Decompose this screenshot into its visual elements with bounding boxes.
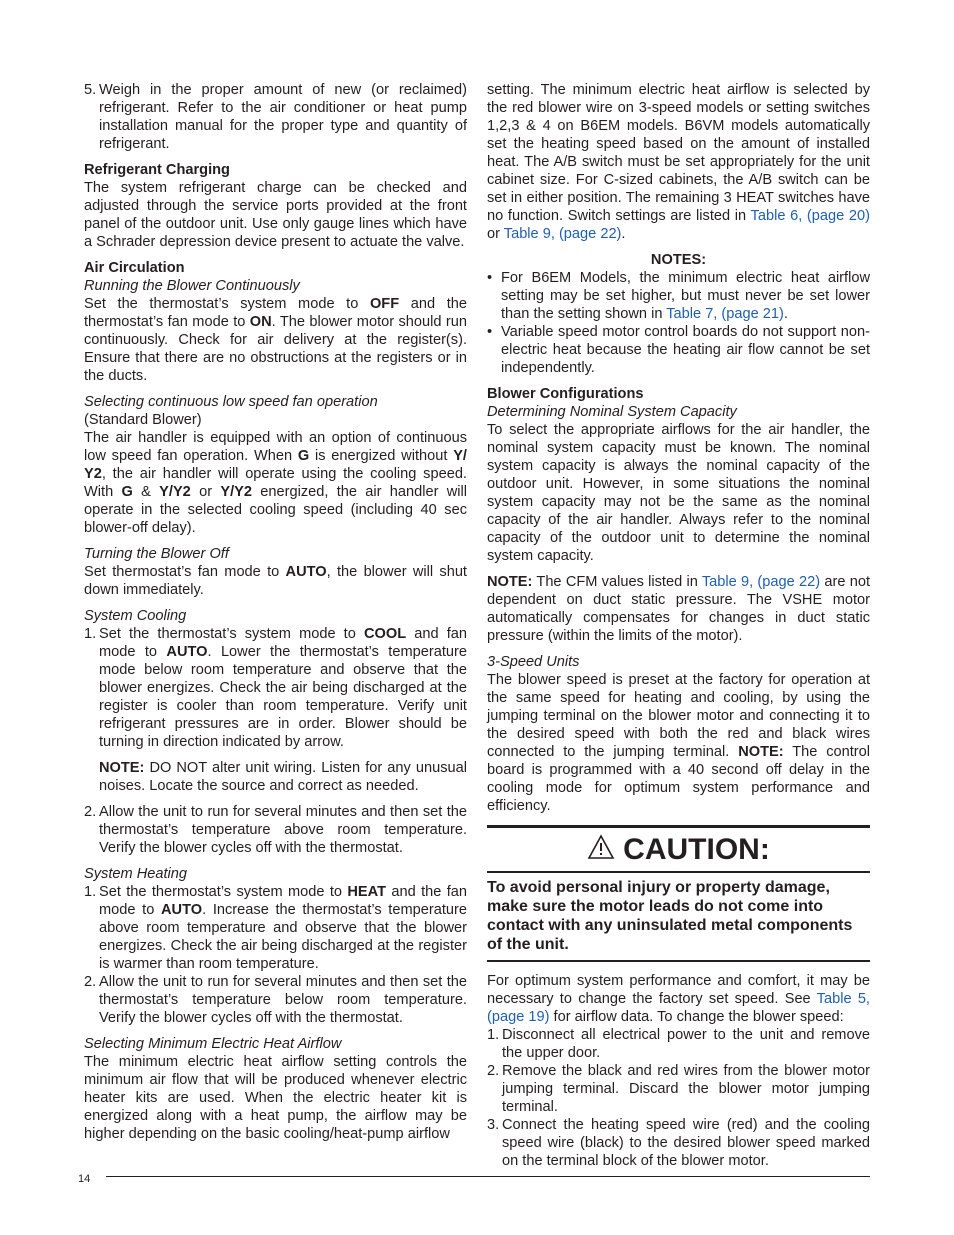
section-heading: Blower Configurations (487, 386, 644, 402)
section-heading: Air Circulation (84, 260, 185, 276)
caution-text: To avoid personal injury or property damage, make sure the motor leads do not come into contact with any uninsulated metal components of the unit. (487, 879, 853, 954)
page-number: 14 (78, 1173, 91, 1185)
table-link[interactable]: Table 9, (page 22) (701, 574, 821, 590)
subheading: Running the Blower Continuously (84, 278, 300, 294)
paragraph: setting. The minimum electric heat airflow is selected by the red blower wire on 3-speed models or setting switches 1,2,3 & 4 on B6EM models. B6VM models automatically set the heating speed based on the amount of installed heat. The A/B switch must be set appropriately for the unit cabinet size. For C-sized cabinets, the A/B switch can be set in either position. The remaining 3 HEAT switches have no function. Switch settings are listed in Table 6, (page 20) or Table 9, (page 22). (487, 82, 870, 242)
subheading: System Heating (84, 866, 188, 882)
paragraph: The minimum electric heat airflow setting controls the minimum air flow that will be produced whenever electric heater kits are used. When the electric heater kit is energized along with a heat pump, the airflow may be higher depending on the basic cooling/heat-pump airflow (84, 1054, 467, 1142)
note: NOTE: DO NOT alter unit wiring. Listen for any unusual noises. Locate the source and correct as needed. (99, 760, 467, 794)
subheading: Selecting Minimum Electric Heat Airflow (84, 1036, 342, 1052)
page-footer (78, 1170, 870, 1185)
list-item: • For B6EM Models, the minimum electric heat airflow setting may be set higher, but must never be set lower than the setting shown in Table 7, (page 21). (487, 270, 870, 322)
paragraph: (Standard Blower) (84, 412, 202, 428)
table-link[interactable]: Table 5, (page 19) (487, 991, 870, 1026)
paragraph: To select the appropriate airflows for the air handler, the nominal system capacity must be known. The nominal system capacity is always the nominal capacity of the outdoor unit. However, in some situations the nominal system capacity may not be the same as the nominal capacity of the air handler. Always refer to the nominal capacity of the outdoor unit to determine the nominal system capacity. (487, 422, 870, 564)
paragraph: Set the thermostat’s system mode to OFF and the thermostat’s fan mode to ON. The blower motor should run continuously. Check for air delivery at the register(s). Ensure that there are no obstructions at the registers or in the ducts. (84, 296, 467, 384)
list-item: 2. Remove the black and red wires from the blower motor jumping terminal. Discard the blower motor jumping terminal. (487, 1063, 870, 1116)
paragraph: The system refrigerant charge can be checked and adjusted through the service ports provided at the front panel of the outdoor unit. Use only gauge lines which have a Schrader depression device present to actuate the valve. (84, 180, 467, 250)
table-link[interactable]: Table 6, (page 20) (750, 208, 870, 224)
warning-triangle-icon (587, 831, 615, 871)
subheading: Selecting continuous low speed fan operation (84, 394, 378, 410)
subheading: Determining Nominal System Capacity (487, 404, 737, 420)
paragraph: The air handler is equipped with an option of continuous low speed fan operation. When G is energized without Y/ Y2, the air handler will operate using the cooling speed. With G & Y/Y2 or Y/Y2 energized, the air handler will operate in the selected cooling speed (including 40 sec blower-off delay). (84, 430, 468, 536)
caution-title: CAUTION: (487, 828, 870, 871)
caution-rule (487, 960, 870, 962)
subheading: System Cooling (84, 608, 187, 624)
section-heading: Refrigerant Charging (84, 162, 230, 178)
left-column (84, 81, 467, 1143)
list-item: 1. Disconnect all electrical power to the unit and remove the upper door. (487, 1027, 870, 1062)
paragraph: For optimum system performance and comfort, it may be necessary to change the factory set speed. See Table 5, (page 19) for airflow data. To change the blower speed: (487, 973, 870, 1026)
subheading: 3-Speed Units (487, 654, 580, 670)
table-link[interactable]: Table 9, (page 22) (503, 226, 622, 242)
list-item: 5. Weigh in the proper amount of new (or reclaimed) refrigerant. Refer to the air conditioner or heat pump installation manual for the proper type and quantity of refrigerant. (84, 82, 467, 152)
right-column (487, 81, 870, 1170)
list-item: 1. Set the thermostat’s system mode to COOL and fan mode to AUTO. Lower the thermostat’s temperature mode below room temperature and observe that the blower energizes. Check the air being discharged at the register is cooler than room temperature. Verify unit refrigerant pressures are in order. Blower should be turning in direction indicated by arrow. (84, 626, 467, 750)
notes-heading: NOTES: (650, 252, 707, 268)
footer-rule (106, 1176, 870, 1177)
list-item: 2. Allow the unit to run for several minutes and then set the thermostat’s temperature below room temperature. Verify the blower cycles off with the thermostat. (84, 974, 467, 1026)
paragraph: The blower speed is preset at the factory for operation at the same speed for heating and cooling, by using the jumping terminal on the blower motor and connecting it to the desired speed with both the red and black wires connected to the jumping terminal. NOTE: The control board is programmed with a 40 second off delay in the cooling mode for optimum system performance and efficiency. (487, 672, 871, 814)
subheading: Turning the Blower Off (84, 546, 229, 562)
table-link[interactable]: Table 7, (page 21) (666, 306, 784, 322)
list-item: 1. Set the thermostat’s system mode to HEAT and the fan mode to AUTO. Increase the thermostat’s temperature above room temperature and observe that the blower energizes. Check the air being discharged at the register is warmer than room temperature. (84, 884, 467, 972)
list-item: • Variable speed motor control boards do not support non-electric heat because the heating air flow cannot be set independently. (487, 324, 870, 376)
note: NOTE: The CFM values listed in Table 9, (page 22) are not dependent on duct static pressure. The VSHE motor automatically compensates for changes in duct static pressure (within the limits of the motor). (487, 574, 870, 644)
list-item: 2. Allow the unit to run for several minutes and then set the thermostat’s temperature above room temperature. Verify the blower cycles off with the thermostat. (84, 804, 467, 856)
paragraph: Set thermostat’s fan mode to AUTO, the blower will shut down immediately. (84, 564, 467, 598)
list-item: 3. Connect the heating speed wire (red) and the cooling speed wire (black) to the desired blower speed marked on the terminal block of the blower motor. (487, 1117, 870, 1170)
